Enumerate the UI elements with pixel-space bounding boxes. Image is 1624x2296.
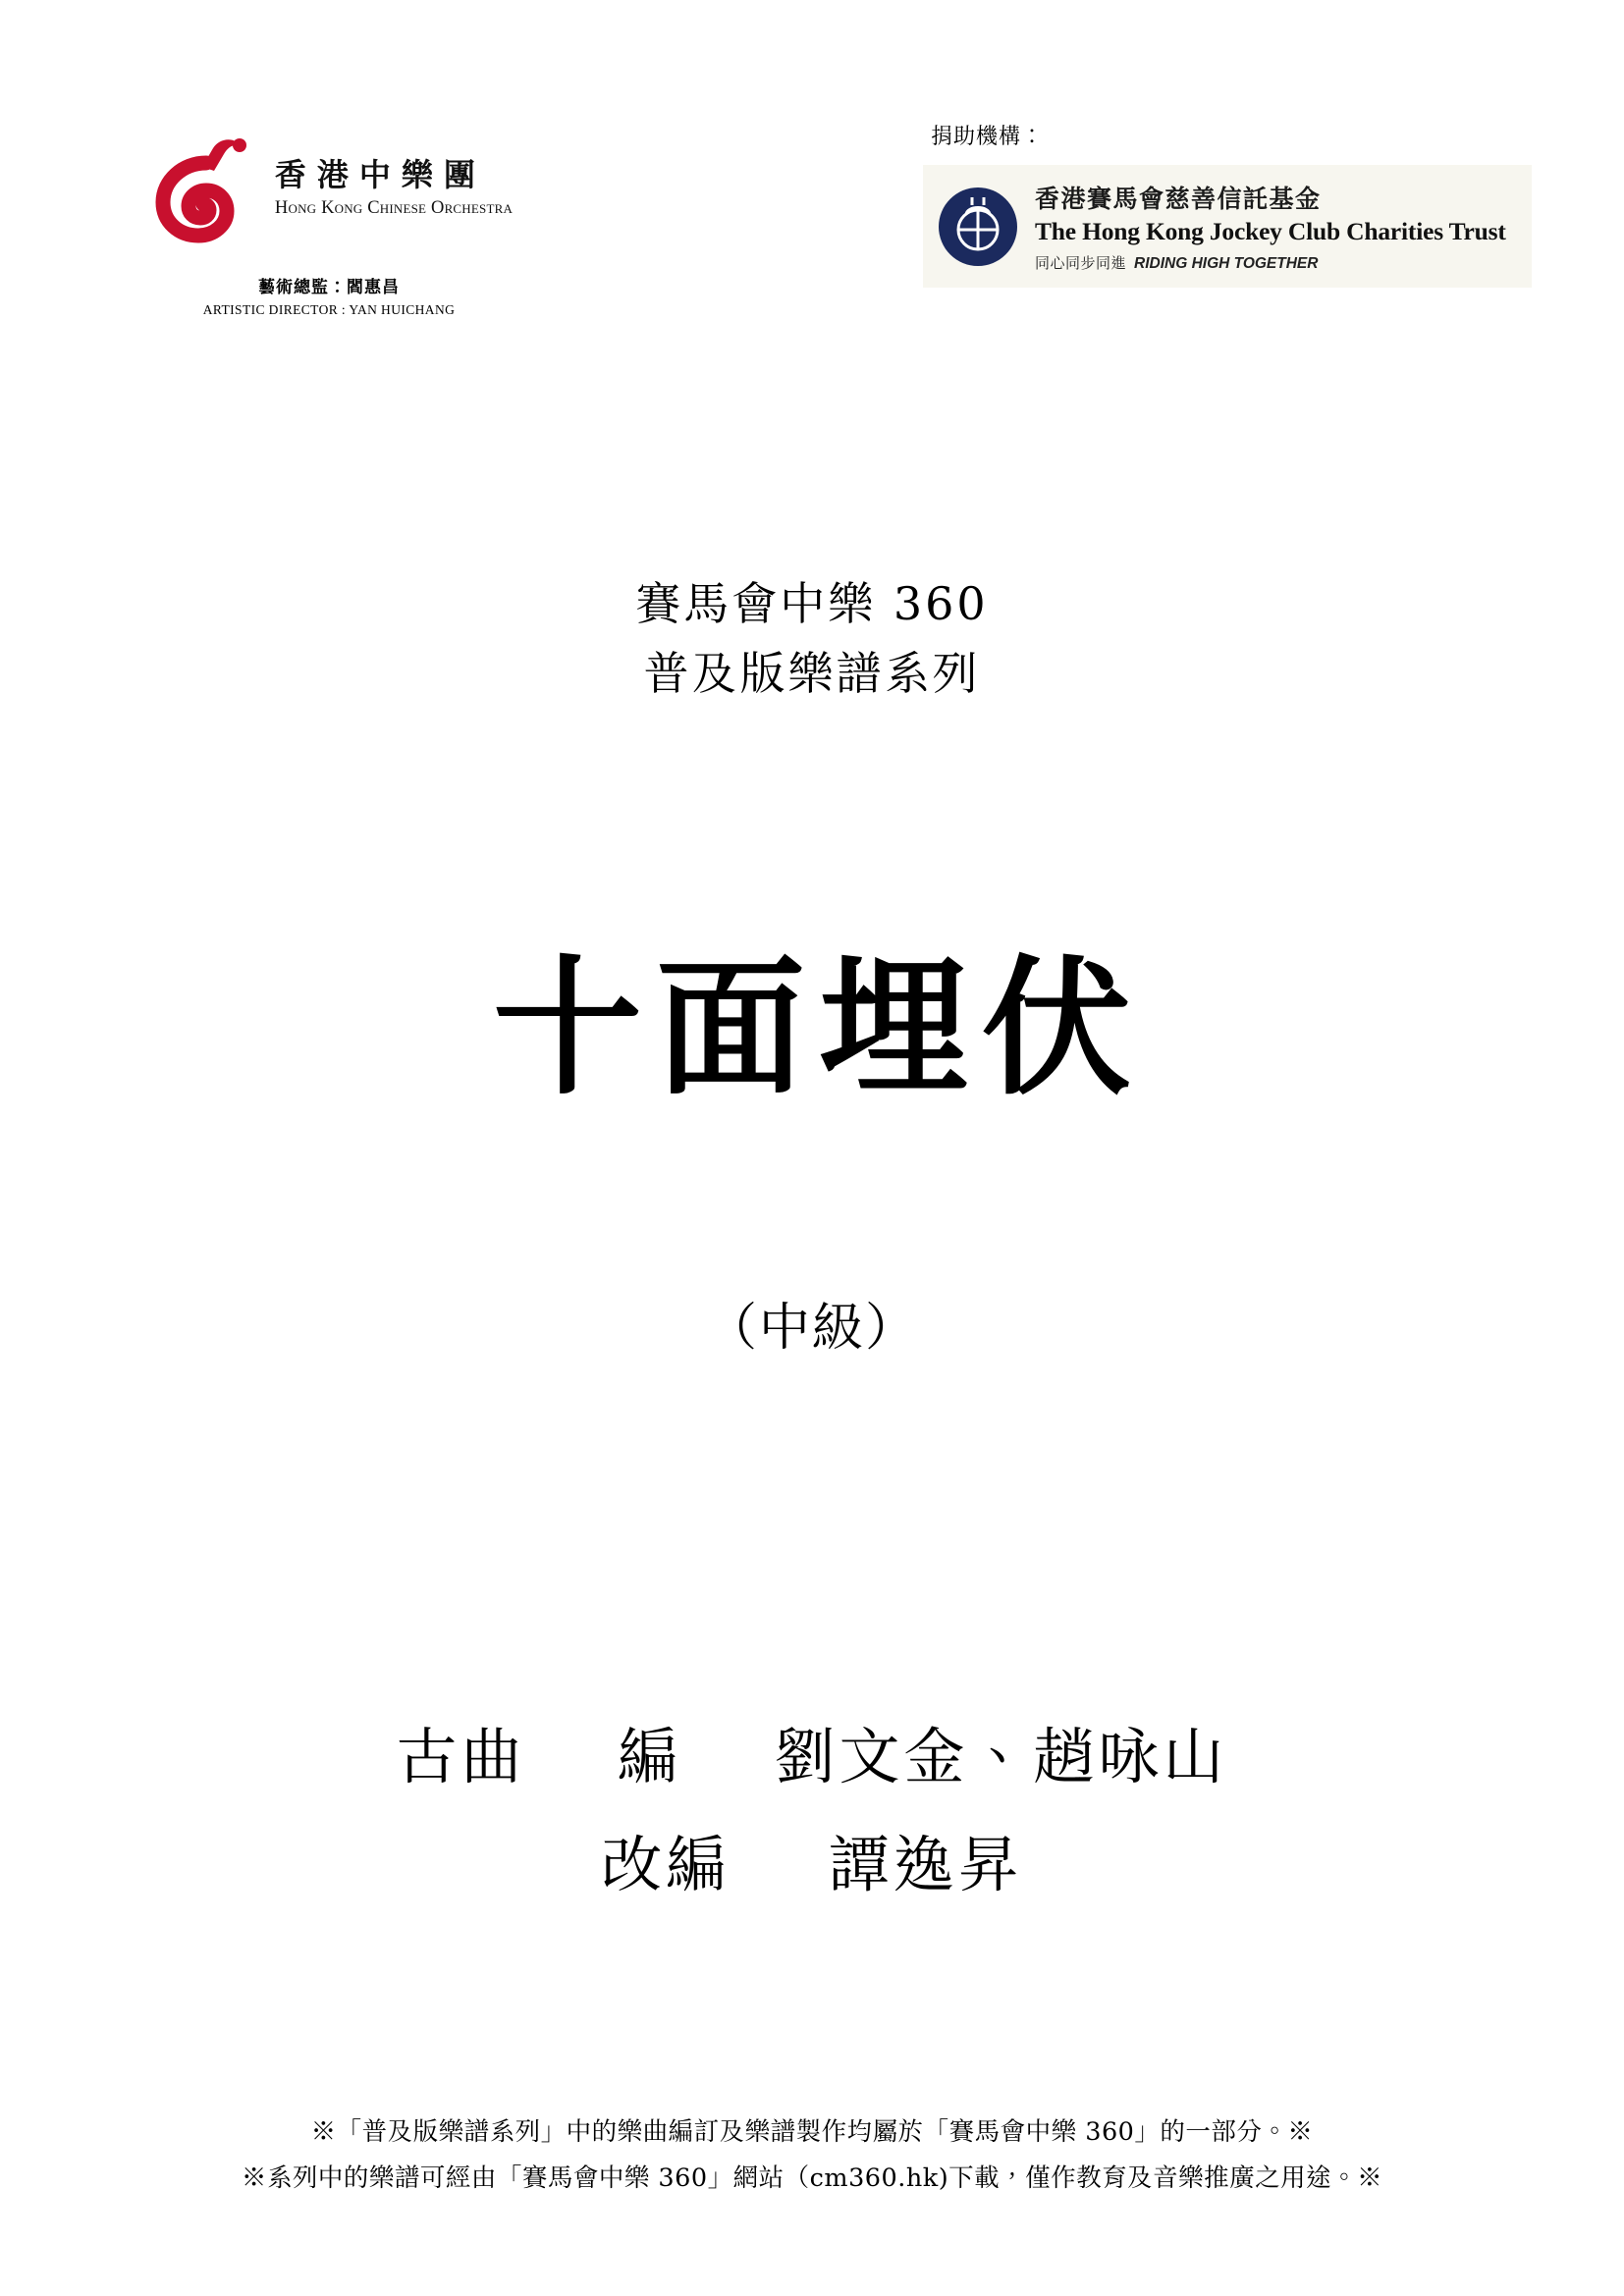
credits-row-adapter [0,1818,1624,1912]
hkco-name-group [274,155,514,218]
credits-adapter-name: 譚逸昇 [828,1829,1023,1901]
credits-adapt-label: 改編 [601,1829,731,1901]
hkco-name-cn: 香港中樂團 [274,155,486,193]
jockey-club-name-en: The Hong Kong Jockey Club Charities Trust [1035,217,1506,245]
series-line-1: 賽馬會中樂 360 [635,577,989,630]
jockey-club-tagline [1035,252,1506,273]
cover-header [0,0,1624,393]
hkco-spiral-logo-icon [145,133,261,243]
series-line-2: 普及版樂譜系列 [643,647,981,701]
hkco-artistic-director-en: ARTISTIC DIRECTOR : YAN HUICHANG [202,302,456,317]
credits-block [0,1710,1624,1912]
difficulty-level: （中級） [705,1299,918,1358]
jockey-club-tagline-en: RIDING HIGH TOGETHER [1134,255,1319,272]
credits-source-label: 古曲 [396,1721,526,1792]
credits-arranger-names: 劉文金、趙咏山 [774,1721,1228,1792]
footnote-line-2: ※系列中的樂譜可經由「賽馬會中樂 360」網站（cm360.hk)下載，僅作教育及音樂推廣之用途。※ [241,2163,1383,2193]
jockey-club-name-cn: 香港賽馬會慈善信託基金 [1035,185,1322,213]
jockey-club-text-group [1035,180,1506,273]
hkco-logo-block [98,116,560,371]
credits-row-composer [0,1710,1624,1804]
jockey-club-logo-block [923,165,1532,288]
credits-arranger-label: 編 [617,1721,682,1792]
jockey-club-tagline-cn: 同心同步同進 [1035,254,1127,272]
footnotes [0,2109,1624,2202]
hkco-name-en: Hong Kong Chinese Orchestra [274,197,514,218]
jockey-club-badge-icon [937,186,1019,268]
series-heading [0,569,1624,710]
footnote-line-1: ※「普及版樂譜系列」中的樂曲編訂及樂譜製作均屬於「賽馬會中樂 360」的一部分。※ [310,2116,1314,2147]
donor-label: 捐助機構： [931,125,1045,149]
hkco-artistic-director-cn: 藝術總監：閻惠昌 [258,278,400,297]
page-title: 十面埋伏 [493,939,1145,1115]
hkco-logo-row [145,133,513,243]
